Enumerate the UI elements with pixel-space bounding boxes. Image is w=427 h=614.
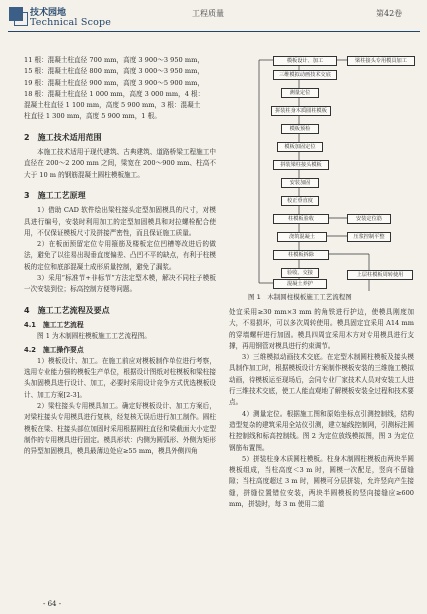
section-3-para-1: 1）借助 CAD 软件绘出梁柱接头定型加固模具的尺寸，对模具进行编号，安装时利用加工的定型加固模具和对拉螺栓配合使用，不仅保证模板尺寸及拼接严密性，而且保证施工质量。 — [24, 206, 216, 237]
section-title-cn: 技术园地 — [30, 8, 67, 18]
flow-node-design: 模板设计、加工 — [273, 56, 337, 66]
header-rule — [8, 31, 420, 32]
section-title-en: Technical Scope — [30, 17, 112, 28]
spec-line: 19 根：混凝土柱直径 900 mm，高度 3 900～5 900 mm， — [24, 78, 204, 87]
right-para-1: 处宜采用≥30 mm×3 mm 的角铁进行护边，使模具刚度加大，不易损坏，可以多次周转使用。模具固定宜采用 A14 mm 的穿墙螺杆进行加固。模具四周宜采用木方对专用模具进行支撑，再用钢管对模具进行约束调节。 — [229, 308, 414, 350]
flow-node-grout: 压浆控制平整 — [347, 232, 391, 242]
spec-line: 15 根：混凝土柱直径 800 mm，高度 3 000～3 950 mm， — [24, 67, 204, 76]
subsection-4-1-body: 图 1 为木制圆柱模板施工工艺流程图。 — [37, 332, 151, 341]
flow-node-handover: 验收、交接 — [281, 268, 319, 278]
flow-node-install: 安装加固 — [281, 178, 319, 188]
page-header — [0, 0, 427, 44]
section-2-heading: 2 施工技术适用范围 — [24, 132, 102, 142]
flow-node-survey: 测量定位 — [281, 88, 319, 98]
section-4-heading: 4 施工工艺流程及要点 — [24, 305, 110, 315]
volume-number: 第42卷 — [376, 9, 403, 18]
right-para-4: 5）拼装柱身木质圆柱模板。柱身木制圆柱模板由两块半圆模板组成，当柱高度＜3 m 时，圆模一次配足，竖向不留缝隙；当柱高度超过 3 m 时，圆模可分层拼装，允许竖向产生接缝，拼缝位置错位安装，两块半圆模板的竖向接缝应≥600 mm，拼装时，每 3 m 使用二道 — [229, 454, 414, 509]
flow-node-strip: 柱模板拆除 — [273, 250, 329, 260]
flow-node-curing: 混凝土养护 — [273, 279, 327, 289]
subsection-4-2-para-1: 1）模板设计、加工。在施工前应对模板制作单位进行考察，选用专业能力强的模板生产单位，根据设计图纸对柱模板和梁柱接头加固模具进行设计、加工，必要时采用设计竞争方式优选模板设计、加工方案[2-3]。 — [24, 356, 216, 399]
flow-node-precheck: 模板预检 — [281, 124, 319, 134]
right-para-2: 3）三维模拟动画技术交底。在定型木制圆柱模板及接头模具制作加工时，根据模板设计方案制作模板安装的三维施工模拟动画，待模板运至现场后，会同专业厂家技术人员对安装工人进行三维技术交底，使工人能直观地了解模板安装全过程和技术要点。 — [229, 353, 414, 407]
flow-node-pour: 浇筑混凝土 — [277, 232, 327, 242]
section-2-body: 本施工技术适用于现代建筑、古典建筑、道路桥梁工程施工中直径在 200～2 200 mm 之间，梁宽在 200～900 mm、柱高不大于 10 m 的钢筋混凝土圆柱模板施工。 — [24, 148, 216, 179]
right-column — [229, 307, 414, 510]
section-3-para-3: 3）采用“标准节+非标节”方法定型木模，解决不同柱子模板一次安装到位；标高控制方便等问题。 — [24, 274, 216, 294]
section-3-heading: 3 施工工艺原理 — [24, 190, 86, 200]
flow-node-3d-briefing: 三维模拟动画技术交底 — [273, 70, 337, 80]
section-3-para-2: 2）在板面预留定位专用箍筋及楼板定位凹槽等改进后的做法，避免了以往易出现垂直度偏差、凸凹不平的缺点，有利于柱模板的定位和底部混凝土成形质量控制，避免了漏浆。 — [24, 240, 216, 271]
subsection-4-1-heading: 4.1 施工工艺流程 — [24, 320, 84, 329]
flow-node-joint-mold: 梁柱接头专用模具加工 — [347, 56, 415, 66]
flow-node-locating-bar: 安装定位筋 — [347, 214, 391, 224]
flow-node-plumb: 校正垂直度 — [281, 196, 319, 206]
flow-node-fix: 模板加固定位 — [277, 142, 323, 152]
page-number: - 64 - — [43, 600, 62, 608]
section-logo-outline-icon — [14, 12, 28, 26]
subsection-4-2-heading: 4.2 施工操作要点 — [24, 345, 84, 354]
spec-line: 11 根：混凝土柱直径 700 mm，高度 3 900～3 950 mm， — [24, 56, 204, 64]
flow-node-assemble: 拼装柱身木质圆柱模板 — [271, 106, 331, 116]
spec-line: 混凝土柱直径 1 100 mm，高度 5 900 mm，3 根：混凝土 — [24, 101, 201, 110]
right-para-3: 4）测量定位。根据施工图和原始坐标点引测控制线，结构造型复杂的建筑采用全站仪引测，建立轴线控制网，引测标注圆柱控制线和标高控制线。图 2 为定位放线模拟图，图 3 为定位钢筋布置图。 — [229, 409, 414, 452]
flow-node-joint: 拼装梁柱接头模板 — [273, 160, 329, 170]
left-column — [24, 55, 216, 458]
flow-node-acceptance: 柱模板验收 — [273, 214, 329, 224]
spec-line: 18 根：混凝土柱直径 1 000 mm，高度 3 000 mm，4 根： — [24, 89, 205, 98]
flow-node-reuse: 上层柱模板周转使用 — [347, 270, 413, 280]
subsection-4-2-para-2: 2）梁柱接头专用模具加工。确定好模板设计、加工方案后，对梁柱接头专用模具进行复核，经复核无误后进行加工制作。圆柱模板在梁、柱接头部位加固时采用根据圆柱直径和梁截面大小定型制作的专用模具进行固定。模具形状：内侧为圆弧形、外侧为矩形的异型加固模具，模具最薄边处应≥55 mm，模具外侧四角 — [24, 402, 216, 456]
spec-line: 柱直径 1 300 mm，高度 5 900 mm，1 根。 — [24, 112, 161, 121]
flowchart — [229, 56, 419, 302]
figure-caption: 图 1 木制圆柱模板施工工艺流程图 — [248, 293, 352, 301]
journal-name: 工程质量 — [192, 9, 224, 18]
